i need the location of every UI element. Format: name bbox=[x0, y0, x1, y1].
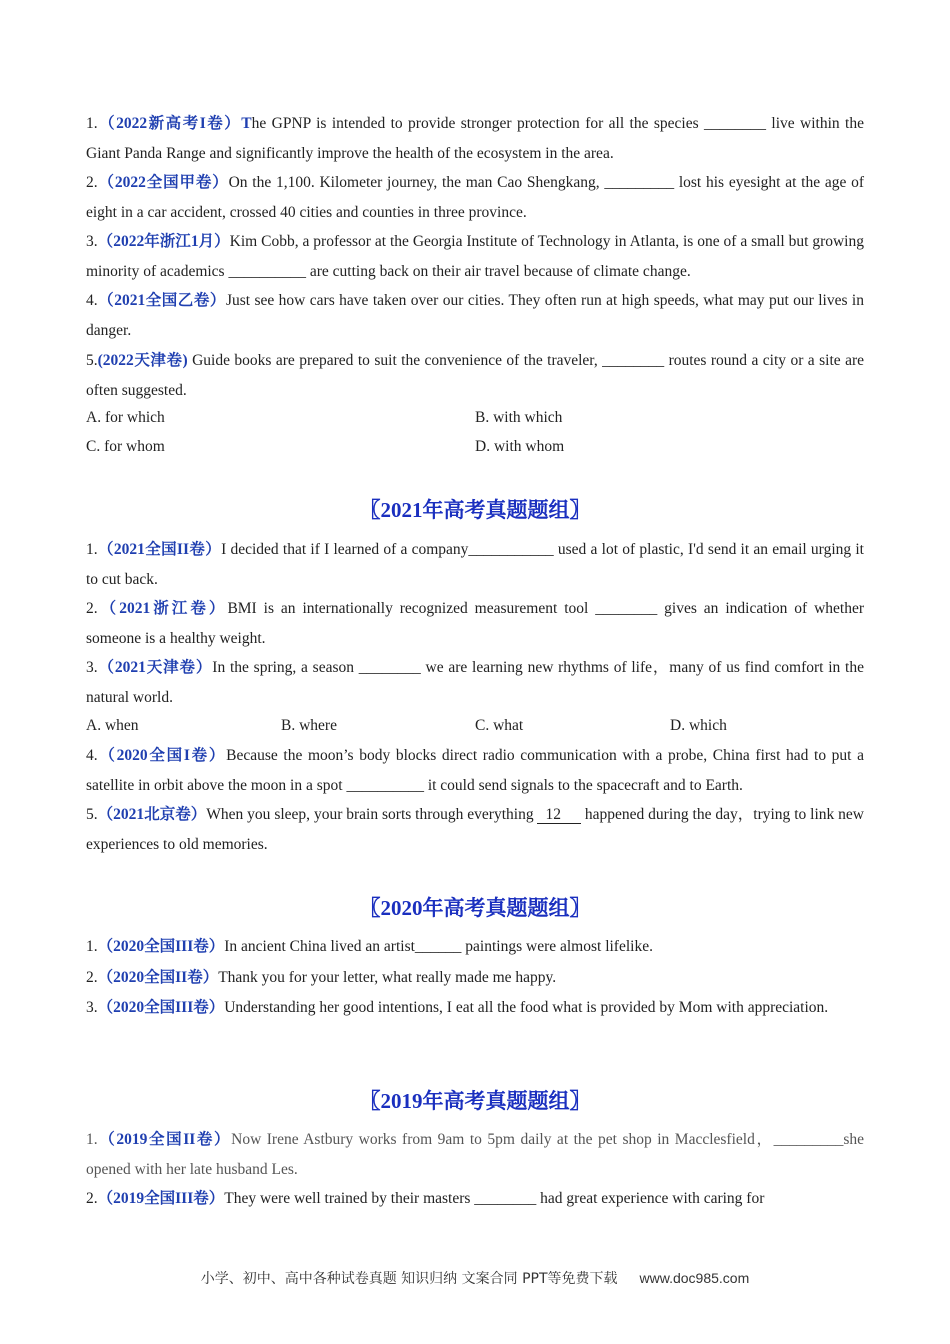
question-2022-4: 4.（2021全国乙卷）Just see how cars have taken over our cities. They often run at high speeds, what may put our lives in danger. bbox=[86, 292, 864, 339]
option-d: D. which bbox=[670, 717, 727, 734]
question-2022-1: 1.（2022新高考I卷）The GPNP is intended to provide stronger protection for all the species ________ live within the Giant Panda Range and significantly improve the health of the ecosystem in the area. bbox=[86, 115, 864, 162]
option-b: B. with which bbox=[475, 409, 563, 426]
question-source: （2020全国III卷） bbox=[97, 999, 225, 1016]
question-source: （2021浙江卷） bbox=[97, 600, 228, 617]
section-heading-2021: 〖2021年高考真题题组〗 bbox=[359, 498, 591, 522]
question-2020-1: 1.（2020全国III卷）In ancient China lived an artist______ paintings were almost lifelike. bbox=[86, 938, 653, 955]
question-2020-3: 3.（2020全国III卷）Understanding her good intentions, I eat all the food what is provided by Mom with appreciation. bbox=[86, 999, 829, 1016]
question-2021-2: 2.（2021浙江卷）BMI is an internationally recognized measurement tool ________ gives an indication of whether someone is a healthy weight. bbox=[86, 600, 864, 647]
option-b: B. where bbox=[281, 717, 337, 734]
option-c: C. what bbox=[475, 717, 524, 734]
footer-site-link[interactable]: www.doc985.com bbox=[639, 1270, 750, 1286]
question-2022-3: 3.（2022年浙江1月）Kim Cobb, a professor at the Georgia Institute of Technology in Atlanta, is one of a small but growing minority of academics __________ are cutting back on their air travel because of climate change. bbox=[86, 233, 864, 280]
question-source: （2020全国I卷） bbox=[97, 747, 227, 764]
question-source: （2020全国II卷） bbox=[97, 969, 219, 986]
question-2021-3: 3.（2021天津卷）In the spring, a season ________ we are learning new rhythms of life，many of us find comfort in the natural world. bbox=[86, 659, 864, 706]
question-source: （2020全国III卷） bbox=[97, 938, 225, 955]
question-2019-1: 1.（2019全国II卷）Now Irene Astbury works from 9am to 5pm daily at the pet shop in Macclesfield，_________she opened with her late husband Les. bbox=[86, 1131, 864, 1178]
section-heading-2020: 〖2020年高考真题题组〗 bbox=[359, 896, 591, 920]
question-source: （2021全国乙卷） bbox=[97, 292, 226, 309]
footer-text: 小学、初中、高中各种试卷真题 知识归纳 文案合同 PPT等免费下载 bbox=[200, 1271, 618, 1287]
question-source: （2022全国甲卷） bbox=[97, 174, 229, 191]
option-d: D. with whom bbox=[475, 438, 565, 455]
question-2019-2: 2.（2019全国III卷）They were well trained by their masters ________ had great experience with caring for bbox=[86, 1190, 765, 1207]
question-2020-2: 2.（2020全国II卷）Thank you for your letter, what really made me happy. bbox=[86, 969, 557, 986]
page-footer bbox=[0, 1268, 950, 1288]
question-source: （2022年浙江1月） bbox=[97, 233, 230, 250]
question-2021-5: 5.（2021北京卷）When you sleep, your brain sorts through everything 12 happened during the day，trying to link new experiences to old memories. bbox=[86, 806, 864, 853]
question-source: （2021全国II卷） bbox=[97, 541, 222, 558]
question-source: （2019全国II卷） bbox=[97, 1131, 232, 1148]
option-a: A. for which bbox=[86, 409, 165, 426]
question-source: （2021天津卷） bbox=[97, 659, 213, 676]
option-c: C. for whom bbox=[86, 438, 165, 455]
question-source: （2021北京卷） bbox=[97, 806, 207, 823]
option-a: A. when bbox=[86, 717, 139, 734]
question-2021-4: 4.（2020全国I卷）Because the moon’s body blocks direct radio communication with a probe, China first had to put a satellite in orbit above the moon in a spot __________ it could send signals to the spacecraft and to Earth. bbox=[86, 747, 864, 794]
question-2021-1: 1.（2021全国II卷）I decided that if I learned of a company___________ used a lot of plastic, I'd send it an email urging it to cut back. bbox=[86, 541, 864, 588]
question-source: (2022天津卷) bbox=[97, 352, 188, 369]
answer-blank: 12 bbox=[537, 806, 581, 824]
section-heading-2019: 〖2019年高考真题题组〗 bbox=[359, 1089, 591, 1113]
question-2022-5: 5.(2022天津卷) Guide books are prepared to suit the convenience of the traveler, ________ routes round a city or a site are often suggested. bbox=[86, 352, 864, 399]
question-source: （2022新高考I卷） bbox=[97, 115, 242, 132]
question-2022-2: 2.（2022全国甲卷）On the 1,100. Kilometer journey, the man Cao Shengkang, _________ lost his eyesight at the age of eight in a car accident, crossed 40 cities and counties in three province. bbox=[86, 174, 864, 221]
question-source: （2019全国III卷） bbox=[97, 1190, 225, 1207]
